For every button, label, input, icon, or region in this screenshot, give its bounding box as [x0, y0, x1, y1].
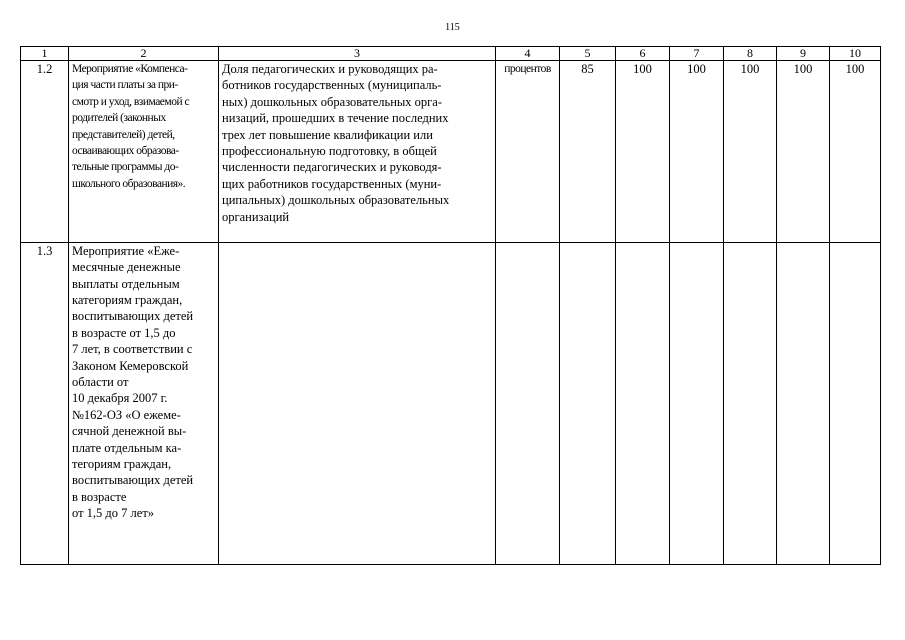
value-cell: 100 — [830, 61, 881, 243]
table-row — [21, 61, 881, 243]
value-cell: 100 — [777, 61, 830, 243]
value-cell — [830, 242, 881, 564]
column-header: 9 — [777, 47, 830, 61]
column-header: 7 — [670, 47, 724, 61]
program-indicators-table — [20, 46, 881, 565]
value-cell: 85 — [560, 61, 616, 243]
row-number-cell: 1.2 — [21, 61, 69, 243]
unit-cell: процентов — [496, 61, 560, 243]
column-number-header-row — [21, 47, 881, 61]
value-cell — [616, 242, 670, 564]
column-header: 10 — [830, 47, 881, 61]
row-number-cell: 1.3 — [21, 242, 69, 564]
indicator-cell: Доля педагогических и руководящих ра- ботников государственных (муниципаль- ных) дошкольных образовательных орга- низаций, прошедших в течение последних трех лет повышение квалификации или профессиональную подготовку, в общей численности педагогических и руководя- щих работников государственных (муни- ципальных) дошкольных образовательных организаций — [219, 61, 496, 243]
value-cell — [777, 242, 830, 564]
unit-cell — [496, 242, 560, 564]
column-header: 3 — [219, 47, 496, 61]
value-cell — [670, 242, 724, 564]
page-number: 115 — [445, 22, 460, 33]
value-cell — [724, 242, 777, 564]
table-row — [21, 242, 881, 564]
event-cell: Мероприятие «Еже- месячные денежные выплаты отдельным категориям граждан, воспитывающих детей в возрасте от 1,5 до 7 лет, в соответствии с Законом Кемеровской области от 10 декабря 2007 г. №162-ОЗ «О ежеме- сячной денежной вы- плате отдельным ка- тегориям граждан, воспитывающих детей в возрасте от 1,5 до 7 лет» — [69, 242, 219, 564]
column-header: 8 — [724, 47, 777, 61]
value-cell: 100 — [616, 61, 670, 243]
column-header: 6 — [616, 47, 670, 61]
event-cell: Мероприятие «Компенса- ция части платы за при- смотр и уход, взимаемой с родителей (законных представителей) детей, осваивающих образова- тельные программы до- школьного образования». — [69, 61, 219, 243]
column-header: 2 — [69, 47, 219, 61]
column-header: 1 — [21, 47, 69, 61]
value-cell: 100 — [724, 61, 777, 243]
value-cell — [560, 242, 616, 564]
column-header: 4 — [496, 47, 560, 61]
column-header: 5 — [560, 47, 616, 61]
indicator-cell — [219, 242, 496, 564]
value-cell: 100 — [670, 61, 724, 243]
